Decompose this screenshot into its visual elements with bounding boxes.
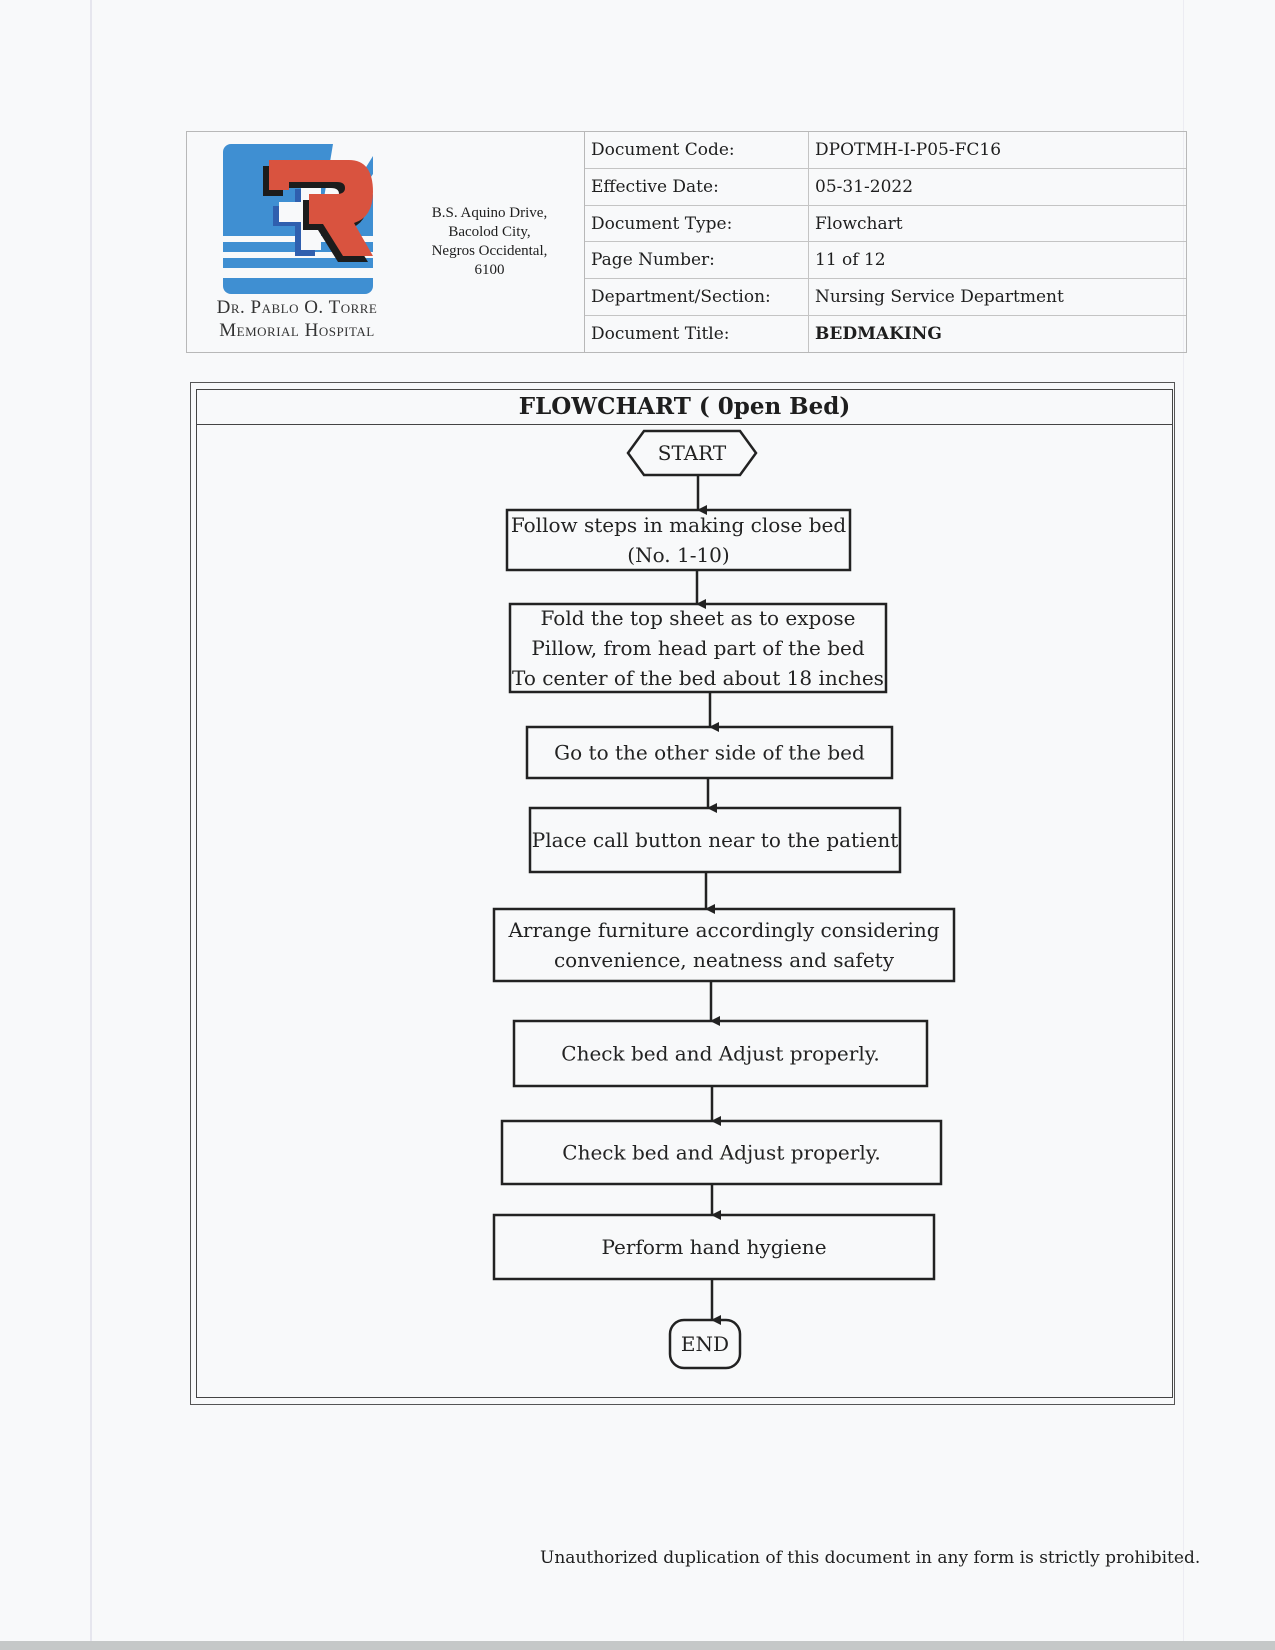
meta-label: Effective Date: bbox=[585, 169, 809, 205]
process-step-text: (No. 1-10) bbox=[627, 543, 730, 567]
hospital-name-line2: Memorial Hospital bbox=[219, 320, 375, 341]
meta-label: Department/Section: bbox=[585, 279, 809, 315]
process-step-text: Pillow, from head part of the bed bbox=[531, 636, 865, 660]
footer-notice: Unauthorized duplication of this document in any form is strictly prohibited. bbox=[540, 1548, 1201, 1568]
start-label: START bbox=[657, 441, 727, 465]
address-line: Negros Occidental, bbox=[431, 243, 548, 259]
address-line: B.S. Aquino Drive, bbox=[431, 205, 548, 221]
address-line: 6100 bbox=[474, 262, 505, 278]
meta-label: Document Title: bbox=[585, 316, 809, 352]
process-step-text: Check bed and Adjust properly. bbox=[562, 1140, 881, 1165]
meta-value: Flowchart bbox=[815, 213, 903, 234]
process-step-text: Place call button near to the patient bbox=[531, 828, 899, 852]
process-step-text: Check bed and Adjust properly. bbox=[561, 1041, 880, 1066]
meta-value: DPOTMH-I-P05-FC16 bbox=[815, 139, 1002, 160]
scan-bottom-bar bbox=[0, 1641, 1275, 1650]
address-line: Bacolod City, bbox=[448, 224, 531, 240]
meta-value: BEDMAKING bbox=[815, 324, 942, 345]
process-step-text: convenience, neatness and safety bbox=[553, 948, 895, 972]
process-step-text: Go to the other side of the bed bbox=[554, 740, 865, 765]
meta-value: Nursing Service Department bbox=[815, 287, 1064, 308]
process-step-text: Arrange furniture accordingly considering bbox=[508, 918, 940, 942]
meta-value: 05-31-2022 bbox=[815, 176, 914, 197]
end-label: END bbox=[680, 1332, 730, 1356]
hospital-name-line1: Dr. Pablo O. Torre bbox=[216, 297, 378, 318]
meta-label: Document Code: bbox=[585, 132, 809, 168]
process-step-text: Follow steps in making close bed bbox=[510, 513, 847, 537]
meta-label: Page Number: bbox=[585, 242, 809, 278]
meta-value: 11 of 12 bbox=[815, 250, 886, 271]
process-step-text: Fold the top sheet as to expose bbox=[540, 606, 856, 630]
process-step-text: Perform hand hygiene bbox=[601, 1235, 827, 1259]
flowchart-title: FLOWCHART ( 0pen Bed) bbox=[196, 389, 1173, 425]
process-step-text: To center of the bed about 18 inches bbox=[512, 666, 884, 690]
meta-label: Document Type: bbox=[585, 206, 809, 242]
